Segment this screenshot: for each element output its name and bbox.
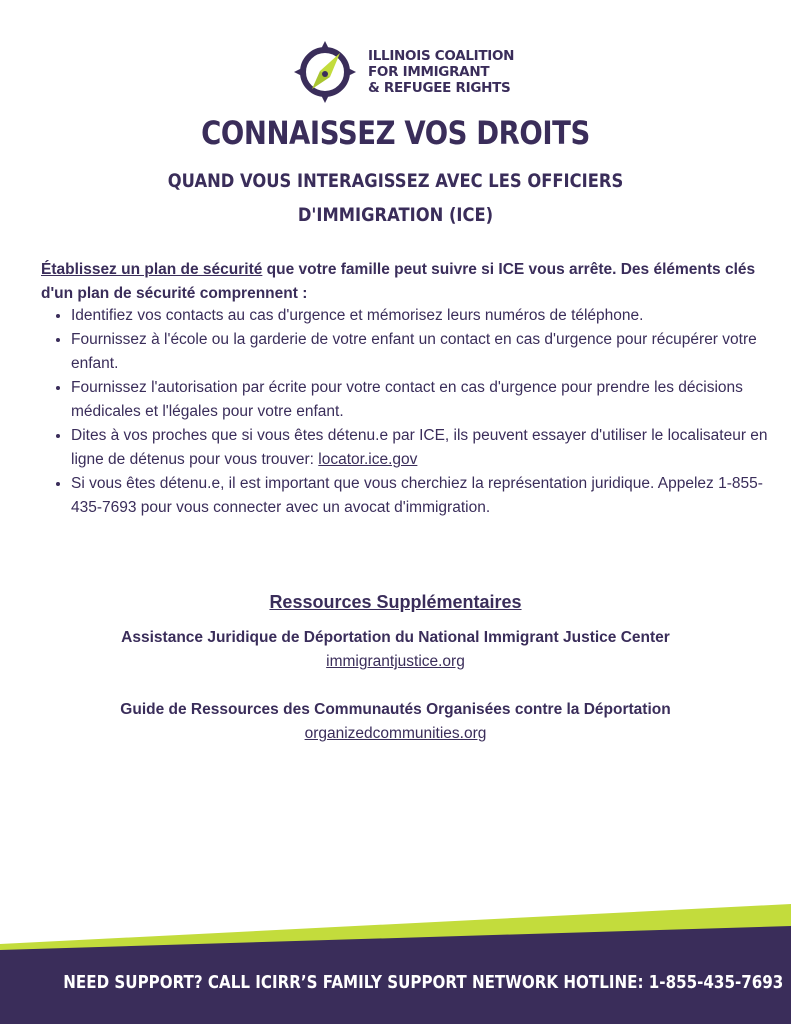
list-item (71, 472, 771, 520)
list-item-text: Fournissez l'autorisation par écrite pour votre contact en cas d'urgence pour prendre les décisions médicales et l'légales pour votre enfant. (71, 379, 743, 420)
subtitle-line: QUAND VOUS INTERAGISSEZ AVEC LES OFFICIERS (167, 170, 624, 192)
list-item-text: Identifiez vos contacts au cas d'urgence et mémorisez leurs numéros de téléphone. (71, 307, 644, 324)
hotline-text: NEED SUPPORT? CALL ICIRR’S FAMILY SUPPORT NETWORK HOTLINE: 1-855-435-7693 (63, 972, 784, 993)
resource-name: Guide de Ressources des Communautés Organisées contre la Déportation (120, 701, 671, 718)
resource-link[interactable]: organizedcommunities.org (304, 725, 487, 742)
list-item (71, 328, 771, 376)
logo-text (368, 48, 514, 96)
list-item-text: Si vous êtes détenu.e, il est important que vous cherchiez la représentation juridique. Appelez 1-855-435-7693 pour vous connecter avec un avocat d'immigration. (71, 475, 763, 516)
logo-line: & REFUGEE RIGHTS (368, 80, 511, 96)
logo-line: FOR IMMIGRANT (368, 64, 490, 80)
page-title: CONNAISSEZ VOS DROITS (201, 114, 590, 152)
resources-heading: Ressources Supplémentaires (269, 592, 522, 612)
logo-line: ILLINOIS COALITION (368, 48, 515, 64)
resource-link[interactable]: immigrantjustice.org (326, 653, 465, 670)
rights-list (41, 304, 771, 520)
list-item (71, 424, 771, 472)
safety-plan-link[interactable]: Établissez un plan de sécurité (41, 261, 263, 278)
intro-text: que votre famille peut suivre si ICE vous arrête. Des éléments clés d'un plan de sécurité comprennent : (41, 261, 756, 302)
locator-link[interactable]: locator.ice.gov (318, 451, 418, 468)
list-item-text: Dites à vos proches que si vous êtes détenu.e par ICE, ils peuvent essayer d'utiliser le localisateur en ligne de détenus pour vous trouver: (71, 427, 768, 468)
compass-icon (290, 37, 360, 107)
list-item-text: Fournissez à l'école ou la garderie de votre enfant un contact en cas d'urgence pour récupérer votre enfant. (71, 331, 757, 372)
resource-item (0, 626, 791, 674)
intro-paragraph (41, 258, 756, 306)
resource-item (0, 698, 791, 746)
list-item (71, 304, 771, 328)
resource-name: Assistance Juridique de Déportation du National Immigrant Justice Center (121, 629, 670, 646)
page-subtitle (55, 164, 735, 232)
footer-band (0, 900, 791, 1024)
list-item (71, 376, 771, 424)
subtitle-line: D'IMMIGRATION (ICE) (297, 204, 494, 226)
logo (290, 34, 514, 110)
